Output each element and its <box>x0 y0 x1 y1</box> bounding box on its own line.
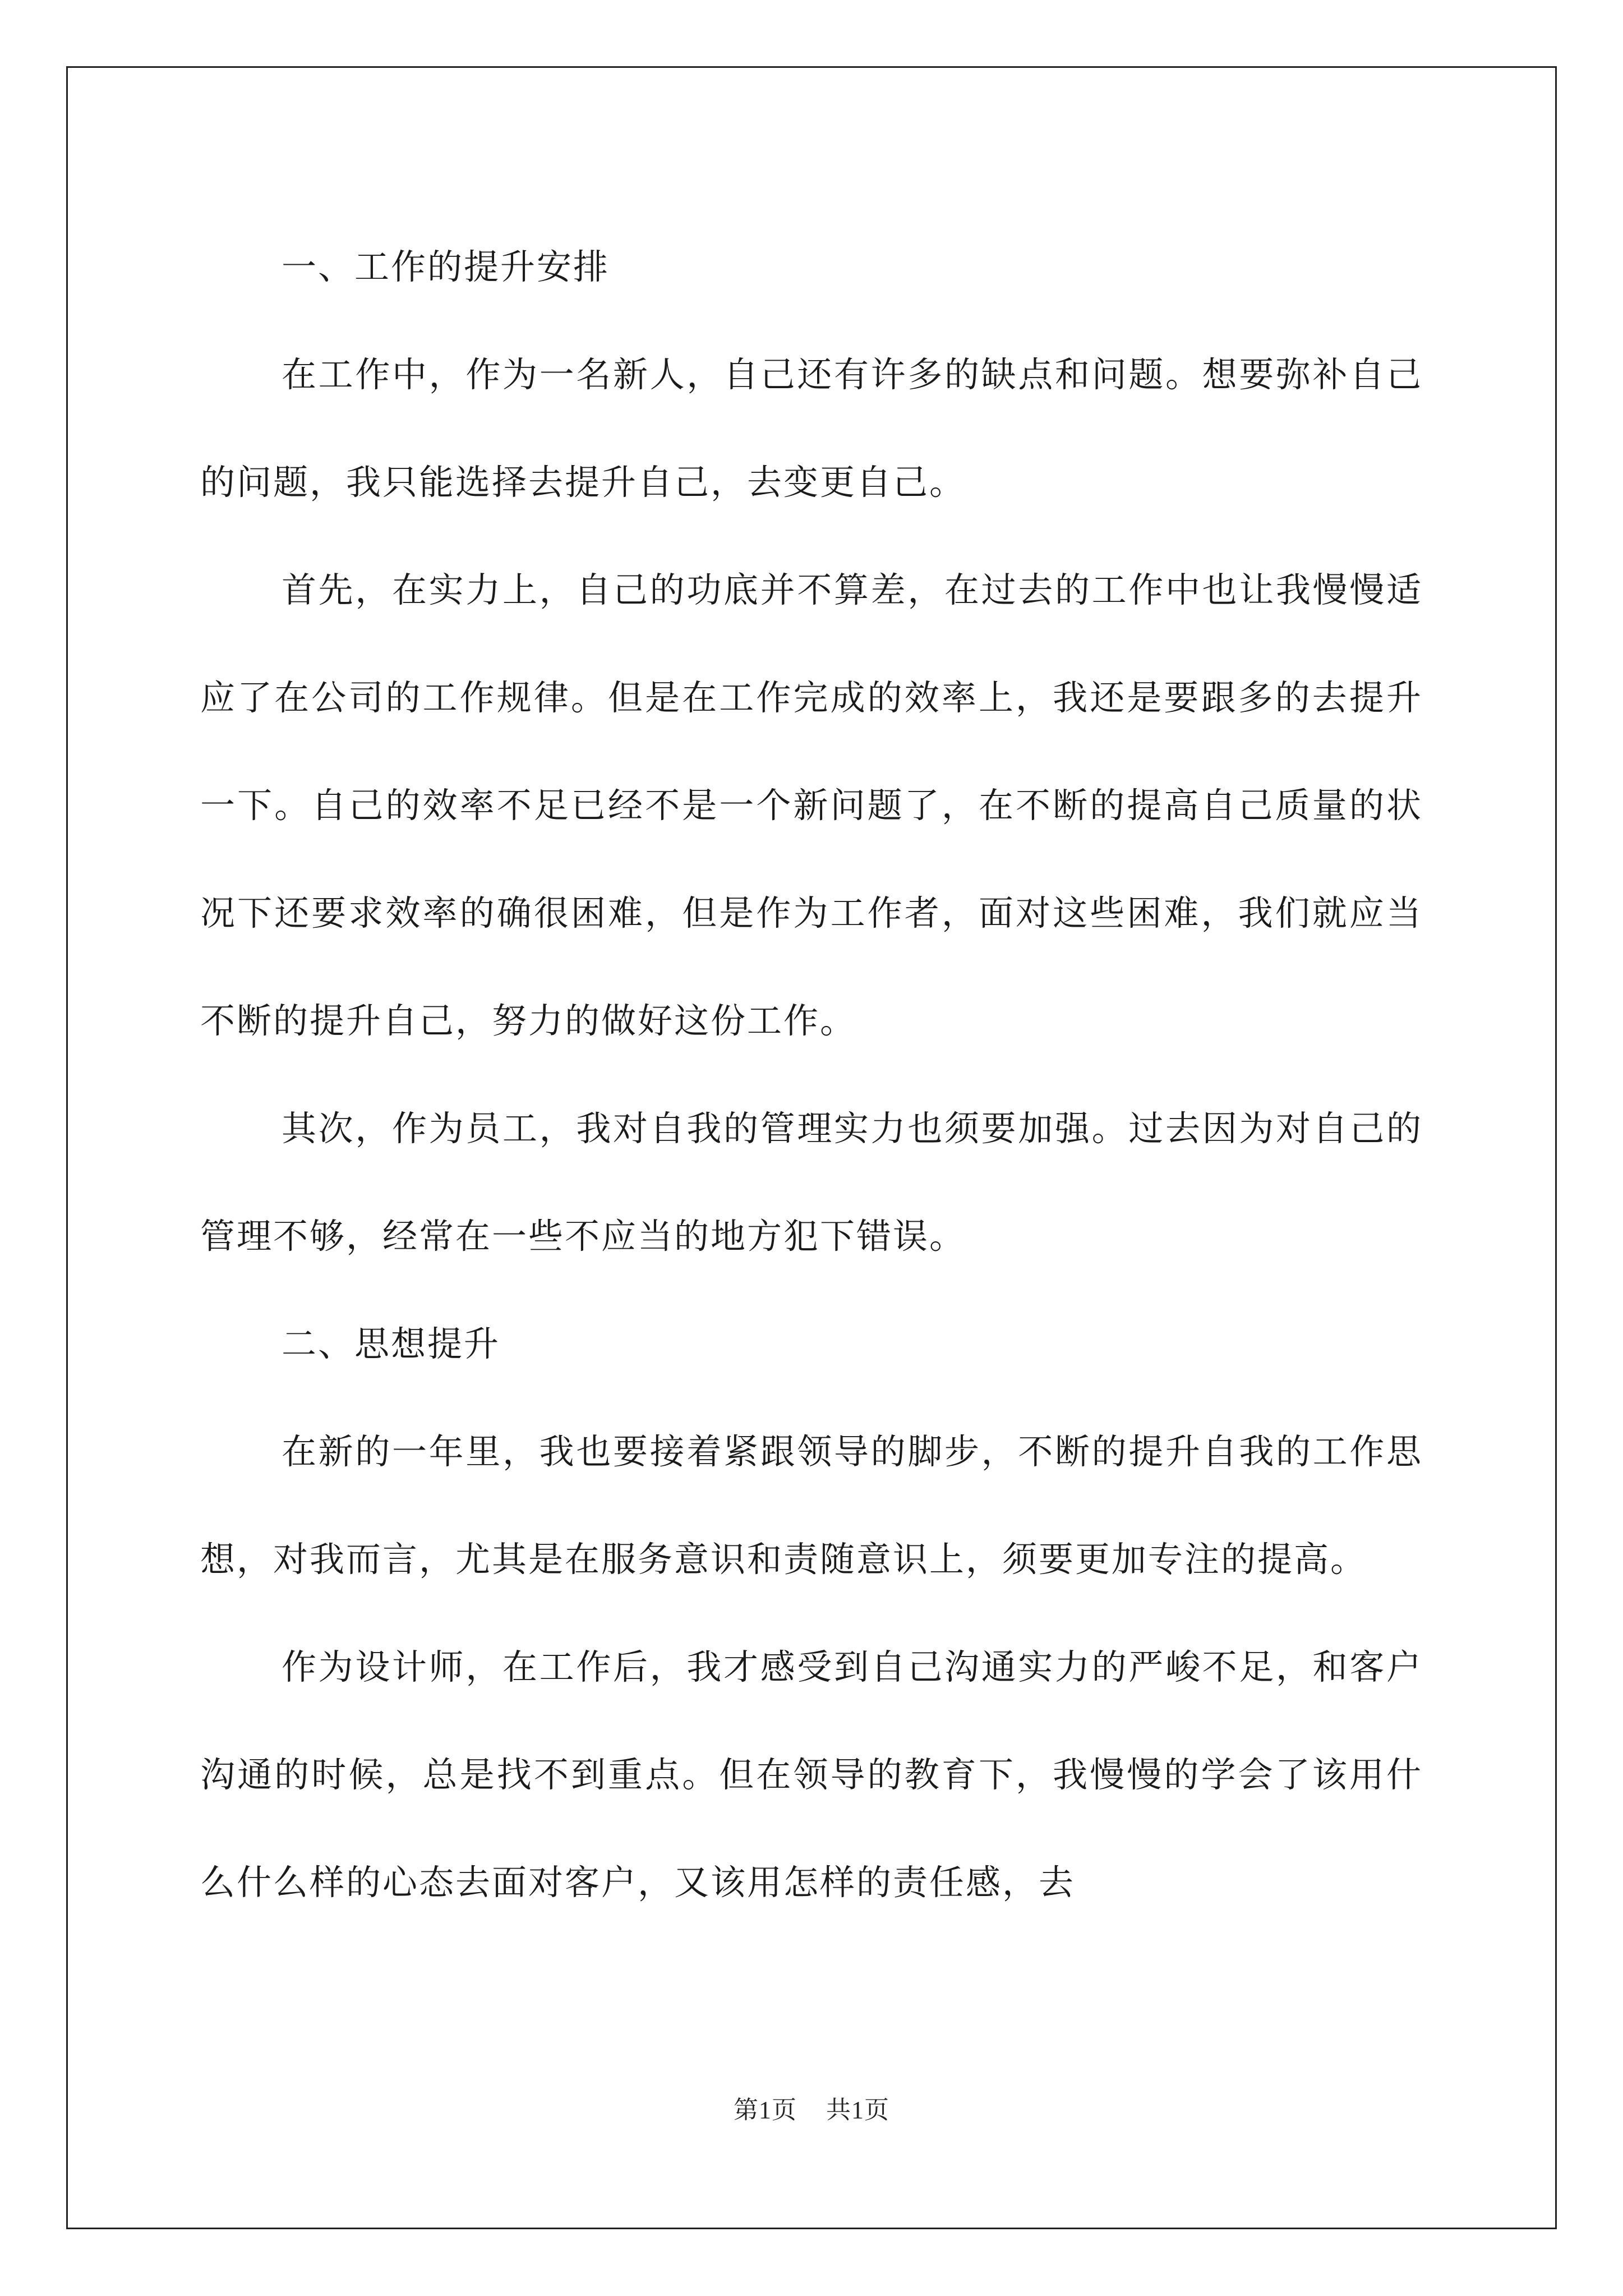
page-footer <box>0 2090 1623 2125</box>
page-total: 共1页 <box>826 2096 889 2124</box>
document-body <box>200 213 1423 1936</box>
paragraph: 作为设计师，在工作后，我才感受到自己沟通实力的严峻不足，和客户沟通的时候，总是找不到重点。但在领导的教育下，我慢慢的学会了该用什么什么样的心态去面对客户，又该用怎样的责任感，去 <box>200 1646 1423 1903</box>
section-heading-work: 一、工作的提升安排 <box>282 246 610 287</box>
section-heading-thought: 二、思想提升 <box>282 1323 501 1364</box>
paragraph: 在新的一年里，我也要接着紧跟领导的脚步，不断的提升自我的工作思想，对我而言，尤其是在服务意识和责随意识上，须要更加专注的提高。 <box>200 1431 1423 1580</box>
paragraph: 首先，在实力上，自己的功底并不算差，在过去的工作中也让我慢慢适应了在公司的工作规律。但是在工作完成的效率上，我还是要跟多的去提升一下。自己的效率不足已经不是一个新问题了，在不断的提高自己质量的状况下还要求效率的确很困难，但是作为工作者，面对这些困难，我们就应当不断的提升自己，努力的做好这份工作。 <box>200 569 1423 1041</box>
page-number: 第1页 <box>734 2096 797 2124</box>
paragraph: 其次，作为员工，我对自我的管理实力也须要加强。过去因为对自己的管理不够，经常在一些不应当的地方犯下错误。 <box>200 1108 1423 1257</box>
paragraph: 在工作中，作为一名新人，自己还有许多的缺点和问题。想要弥补自己的问题，我只能选择去提升自己，去变更自己。 <box>200 354 1423 503</box>
